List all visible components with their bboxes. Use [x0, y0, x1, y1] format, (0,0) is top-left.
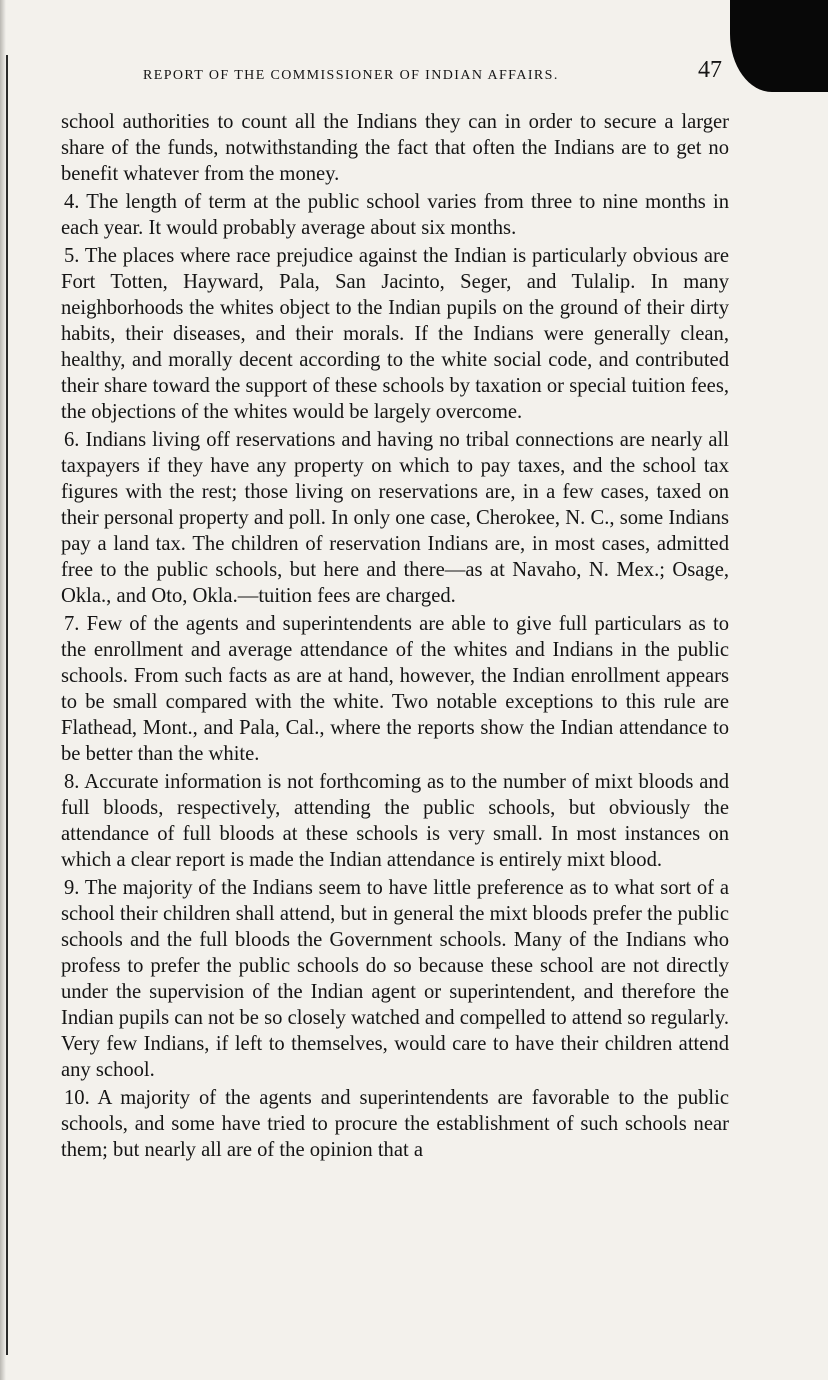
paragraph-9: 9. The majority of the Indians seem to have little preference as to what sort of a school their children shall attend, but in general the mixt bloods prefer the public schools and the full bloods the Government schools. Many of the Indians who profess to prefer the public schools do so because these school are not directly under the supervision of the Indian agent or superintendent, and therefore the Indian pupils can not be so closely watched and compelled to attend so regularly. Very few Indians, if left to themselves, would care to have their children attend any school. — [61, 877, 729, 1081]
corner-ink-blot — [730, 0, 828, 92]
paragraph-5: 5. The places where race prejudice against the Indian is particularly obvious are Fort Totten, Hayward, Pala, San Jacinto, Seger, and Tulalip. In many neighborhoods the whites object to the Indian pupils on the ground of their dirty habits, their diseases, and their morals. If the Indians were generally clean, healthy, and morally decent according to the white social code, and contributed their share toward the support of these schools by taxation or special tuition fees, the objections of the whites would be largely overcome. — [61, 245, 729, 423]
paragraph-continuation: school authorities to count all the Indians they can in order to secure a larger share of the funds, notwithstanding the fact that often the Indians are to get no benefit whatever from the money. — [61, 111, 729, 185]
page-number: 47 — [698, 57, 722, 83]
paragraph-10: 10. A majority of the agents and superintendents are favorable to the public schools, and some have tried to procure the establishment of such schools near them; but nearly all are of the opinion that a — [61, 1087, 729, 1161]
paragraph-7: 7. Few of the agents and superintendents are able to give full particulars as to the enrollment and average attendance of the whites and Indians in the public schools. From such facts as are at hand, however, the Indian enrollment appears to be small compared with the white. Two notable exceptions to this rule are Flathead, Mont., and Pala, Cal., where the reports show the Indian attendance to be better than the white. — [61, 613, 729, 765]
body-text — [61, 109, 729, 1165]
page-edge-line — [6, 55, 8, 1355]
paragraph-6: 6. Indians living off reservations and having no tribal connections are nearly all taxpayers if they have any property on which to pay taxes, and the school tax figures with the rest; those living on reservations are, in a few cases, taxed on their personal property and poll. In only one case, Cherokee, N. C., some Indians pay a land tax. The children of reservation Indians are, in most cases, admitted free to the public schools, but here and there—as at Navaho, N. Mex.; Osage, Okla., and Oto, Okla.—tuition fees are charged. — [61, 429, 729, 607]
paragraph-8: 8. Accurate information is not forthcoming as to the number of mixt bloods and full bloods, respectively, attending the public schools, but obviously the attendance of full bloods at these schools is very small. In most instances on which a clear report is made the Indian attendance is entirely mixt blood. — [61, 771, 729, 871]
paragraph-4: 4. The length of term at the public school varies from three to nine months in each year. It would probably average about six months. — [61, 191, 729, 239]
running-title: REPORT OF THE COMMISSIONER OF INDIAN AFFAIRS. — [143, 68, 559, 83]
